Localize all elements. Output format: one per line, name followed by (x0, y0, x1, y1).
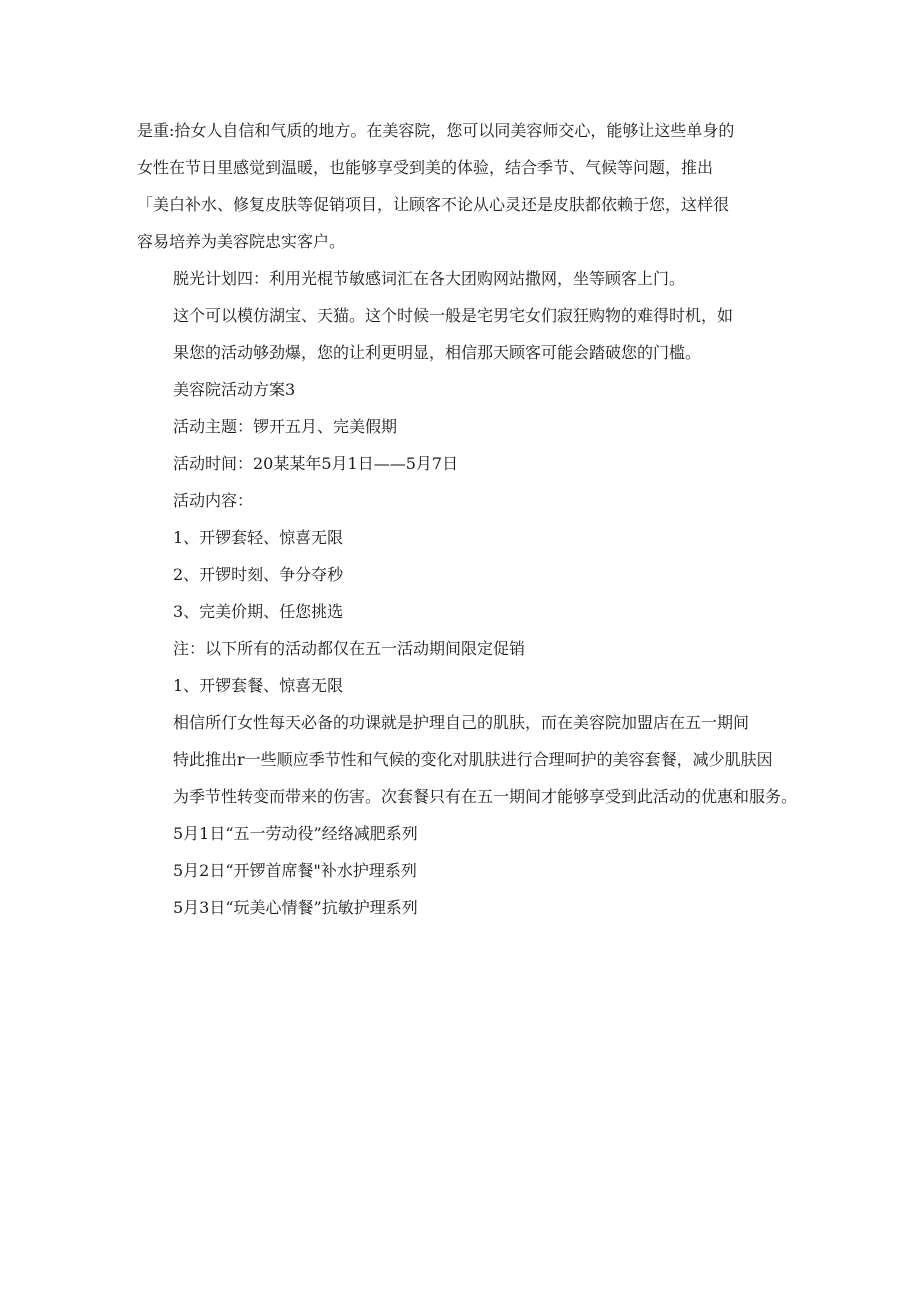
schedule-item: 5月3日“玩美心情餐”抗敏护理系列 (173, 898, 418, 917)
paragraph-package-desc: 相信所仃女性每天必备的功课就是护理自己的肌肤，而在美容院加盟店在五一期间 特此推出r一些顺应季节性和气候的变化对肌肤进行合理呵护的美容套餐，减少肌肤因 为季节性转变而带来的伤害。次套餐只有在五一期间才能够享受到此活动的优惠和服务。 (173, 713, 798, 806)
activity-theme: 活动主题：锣开五月、完美假期 (173, 417, 398, 436)
section-heading: 美容院活动方案3 (173, 380, 296, 399)
activity-time: 活动时间：20某某年5月1日——5月7日 (173, 454, 459, 473)
note-line: 注：以下所有的活动都仅在五一活动期间限定促销 (173, 639, 526, 658)
list-item: 1、开锣套轻、惊喜无限 (173, 528, 344, 547)
list-item: 3、完美价期、任您挑选 (173, 602, 344, 621)
document-body (137, 112, 797, 926)
paragraph-plan-four: 脱光计划四：利用光棍节敏感词汇在各大团购网站撒网，坐等顾客上门。 (173, 269, 686, 288)
schedule-item: 5月1日“五一劳动役”经络减肥系列 (173, 824, 418, 843)
schedule-item: 5月2日“开锣首席餐"补水护理系列 (173, 861, 417, 880)
list-item: 2、开锣时刻、争分夺秒 (173, 565, 344, 584)
list-item: 1、开锣套餐、惊喜无限 (173, 676, 344, 695)
activity-content-label: 活动内容： (173, 491, 254, 510)
paragraph-intro: 是重:拾女人自信和气质的地方。在美容院，您可以同美容师交心，能够让这些单身的 女性在节日里感觉到温暖，也能够享受到美的体验，结合季节、气候等问题，推出 「美白补水、修复皮肤等促销项目，让顾客不论从心灵还是皮肤都依赖于您，这样很 容易培养为美容院忠实客户。 (137, 121, 735, 251)
paragraph-imitate: 这个可以模仿湖宝、天猫。这个时候一般是宅男宅女们寂狂购物的难得时机，如 果您的活动够劲爆，您的让利更明显，相信那天顾客可能会踏破您的门槛。 (173, 306, 734, 362)
